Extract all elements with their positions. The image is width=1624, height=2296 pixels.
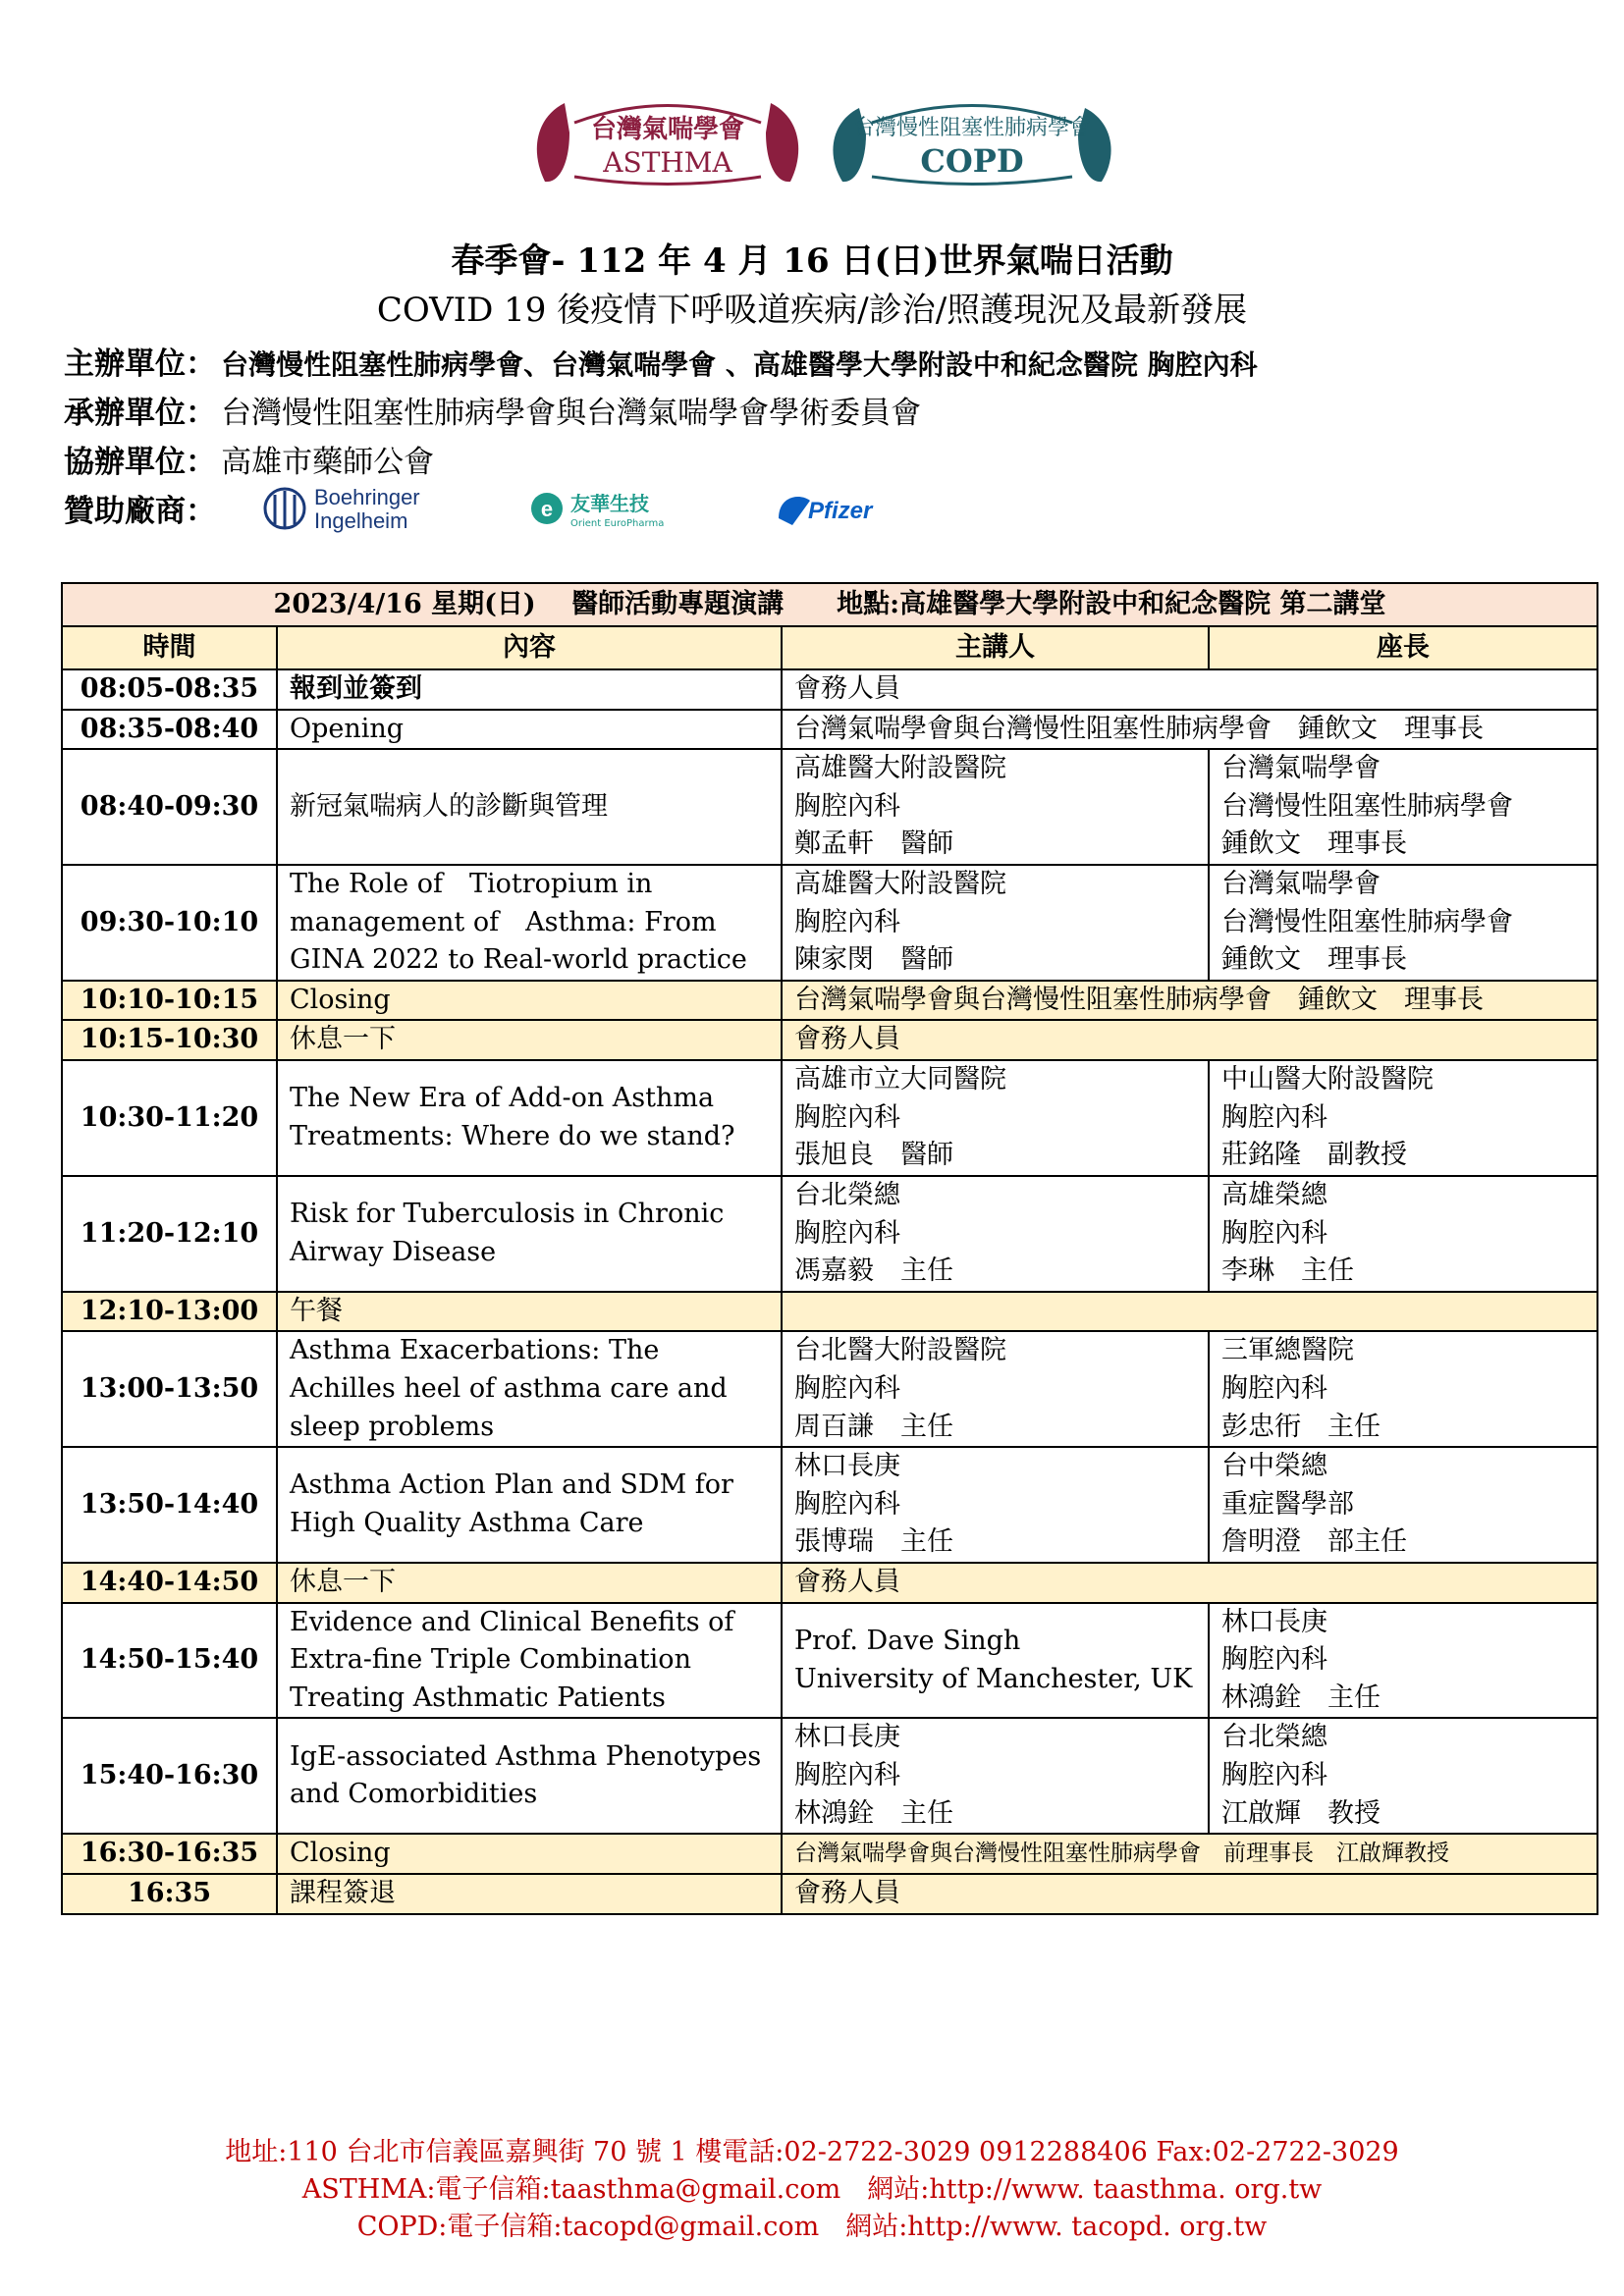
copd-logo-cn: 台灣慢性阻塞性肺病學會 — [852, 116, 1092, 140]
speaker-cell — [782, 1603, 1209, 1719]
speaker-chair-cell: 會務人員 — [782, 669, 1597, 710]
content-cell: 休息一下 — [277, 1563, 782, 1603]
speaker-cell — [782, 1060, 1209, 1176]
time-cell: 14:40-14:50 — [62, 1563, 277, 1603]
chair-line: 台灣氣喘學會 — [1221, 753, 1380, 784]
chair-line: 胸腔內科 — [1221, 1217, 1327, 1249]
speaker-line: 胸腔內科 — [794, 906, 900, 937]
time-cell: 10:10-10:15 — [62, 981, 277, 1021]
speaker-line: 陳家閔 醫師 — [794, 944, 953, 976]
chair-cell — [1209, 1603, 1597, 1719]
chair-line: 江啟輝 教授 — [1221, 1797, 1380, 1829]
pfizer-logo — [771, 481, 889, 535]
time-cell: 16:30-16:35 — [62, 1834, 277, 1874]
chair-line: 鍾飲文 理事長 — [1221, 828, 1407, 860]
table-row — [62, 1020, 1597, 1060]
chair-line: 三軍總醫院 — [1221, 1335, 1354, 1366]
content-cell: 午餐 — [277, 1292, 782, 1332]
header-content: 內容 — [277, 626, 782, 669]
speaker-line: 林口長庚 — [794, 1722, 900, 1753]
chair-cell — [1209, 1447, 1597, 1563]
content-cell: 休息一下 — [277, 1020, 782, 1060]
chair-line: 台灣慢性阻塞性肺病學會 — [1221, 790, 1513, 822]
ingelheim-text: Ingelheim — [314, 508, 408, 533]
speaker-line: 台北醫大附設醫院 — [794, 1335, 1006, 1366]
footer-asthma-contact: ASTHMA:電子信箱:taasthma@gmail.com 網站:http://www. taasthma. org.tw — [301, 2174, 1323, 2205]
logo-area — [0, 93, 1624, 191]
speaker-cell — [782, 1331, 1209, 1447]
organizer-value: 台灣慢性阻塞性肺病學會、台灣氣喘學會 、高雄醫學大學附設中和紀念醫院 胸腔內科 — [221, 348, 1258, 381]
organizer-row-assistant — [64, 437, 434, 481]
table-row — [62, 1718, 1597, 1834]
footer-copd-contact: COPD:電子信箱:tacopd@gmail.com 網站:http://www. tacopd. org.tw — [356, 2212, 1268, 2242]
event-title: 春季會- 112 年 4 月 16 日(日)世界氣喘日活動 — [451, 241, 1173, 281]
speaker-chair-cell: 會務人員 — [782, 1020, 1597, 1060]
time-cell: 13:00-13:50 — [62, 1331, 277, 1447]
schedule-table — [61, 582, 1598, 1915]
asthma-logo-cn: 台灣氣喘學會 — [590, 115, 745, 144]
organizer-row-coorganizer — [64, 388, 921, 432]
time-cell: 11:20-12:10 — [62, 1176, 277, 1292]
chair-line: 高雄榮總 — [1221, 1179, 1327, 1210]
chair-line: 李琳 主任 — [1221, 1255, 1354, 1287]
chair-line: 胸腔內科 — [1221, 1101, 1327, 1133]
organizer-label: 主辦單位： — [64, 347, 216, 382]
time-cell: 15:40-16:30 — [62, 1718, 277, 1834]
header-chair: 座長 — [1209, 626, 1597, 669]
chair-line: 台北榮總 — [1221, 1722, 1327, 1753]
organizer-value: 台灣慢性阻塞性肺病學會與台灣氣喘學會學術委員會 — [221, 396, 922, 431]
chair-line: 林口長庚 — [1221, 1606, 1327, 1637]
table-row — [62, 981, 1597, 1021]
boehringer-ingelheim-logo — [257, 481, 473, 535]
speaker-line: 高雄市立大同醫院 — [794, 1064, 1006, 1095]
content-cell: 課程簽退 — [277, 1874, 782, 1914]
chair-cell — [1209, 865, 1597, 981]
speaker-line: Prof. Dave Singh — [794, 1625, 1021, 1656]
speaker-line: 胸腔內科 — [794, 1217, 900, 1249]
content-cell: Closing — [277, 1834, 782, 1874]
table-row — [62, 865, 1597, 981]
content-cell: Closing — [277, 981, 782, 1021]
organizer-label: 贊助廠商： — [64, 494, 216, 529]
speaker-line: 林口長庚 — [794, 1451, 900, 1482]
speaker-line: 胸腔內科 — [794, 1488, 900, 1520]
table-banner: 2023/4/16 星期(日) 醫師活動專題演講 地點:高雄醫學大學附設中和紀念醫院 第二講堂 — [62, 583, 1597, 626]
speaker-line: 張博瑞 主任 — [794, 1526, 953, 1558]
table-row — [62, 749, 1597, 865]
speaker-cell — [782, 865, 1209, 981]
table-row — [62, 1331, 1597, 1447]
table-row — [62, 1834, 1597, 1874]
speaker-line: 高雄醫大附設醫院 — [794, 753, 1006, 784]
footer-address: 地址:110 台北市信義區嘉興街 70 號 1 樓電話:02-2722-3029 0912288406 Fax:02-2722-3029 — [225, 2137, 1399, 2167]
chair-cell — [1209, 1718, 1597, 1834]
time-cell: 10:15-10:30 — [62, 1020, 277, 1060]
speaker-cell — [782, 1447, 1209, 1563]
speaker-line: 胸腔內科 — [794, 790, 900, 822]
time-cell: 08:40-09:30 — [62, 749, 277, 865]
content-cell: Asthma Action Plan and SDM for High Quality Asthma Care — [277, 1447, 782, 1563]
chair-line: 台中榮總 — [1221, 1451, 1327, 1482]
table-row — [62, 1874, 1597, 1914]
speaker-cell — [782, 1718, 1209, 1834]
chair-line: 胸腔內科 — [1221, 1760, 1327, 1791]
table-row — [62, 1060, 1597, 1176]
speaker-chair-cell — [782, 1292, 1597, 1332]
time-cell: 12:10-13:00 — [62, 1292, 277, 1332]
chair-line: 林鴻銓 主任 — [1221, 1682, 1380, 1713]
speaker-chair-cell: 台灣氣喘學會與台灣慢性阻塞性肺病學會 前理事長 江啟輝教授 — [782, 1834, 1597, 1874]
content-cell: 報到並簽到 — [277, 669, 782, 710]
speaker-line: 胸腔內科 — [794, 1101, 900, 1133]
table-row — [62, 1176, 1597, 1292]
speaker-cell — [782, 1176, 1209, 1292]
content-cell: The Role of Tiotropium in management of Asthma: From GINA 2022 to Real-world practice — [277, 865, 782, 981]
speaker-chair-cell: 台灣氣喘學會與台灣慢性阻塞性肺病學會 鍾飲文 理事長 — [782, 981, 1597, 1021]
table-row — [62, 669, 1597, 710]
organizer-value: 高雄市藥師公會 — [221, 445, 435, 480]
copd-society-logo — [825, 93, 1119, 191]
copd-logo-en: COPD — [920, 142, 1024, 180]
chair-line: 胸腔內科 — [1221, 1372, 1327, 1404]
chair-cell — [1209, 1176, 1597, 1292]
content-cell: The New Era of Add-on Asthma Treatments: Where do we stand? — [277, 1060, 782, 1176]
speaker-cell — [782, 749, 1209, 865]
chair-line: 台灣氣喘學會 — [1221, 869, 1380, 900]
speaker-chair-cell: 台灣氣喘學會與台灣慢性阻塞性肺病學會 鍾飲文 理事長 — [782, 710, 1597, 750]
chair-line: 台灣慢性阻塞性肺病學會 — [1221, 906, 1513, 937]
organizer-label: 承辦單位： — [64, 396, 216, 431]
chair-line: 彭忠衎 主任 — [1221, 1411, 1380, 1442]
time-cell: 13:50-14:40 — [62, 1447, 277, 1563]
time-cell: 08:05-08:35 — [62, 669, 277, 710]
header-time: 時間 — [62, 626, 277, 669]
speaker-line: 胸腔內科 — [794, 1372, 900, 1404]
chair-cell — [1209, 1331, 1597, 1447]
speaker-line: 周百謙 主任 — [794, 1411, 953, 1442]
asthma-society-logo — [525, 93, 810, 191]
chair-line: 重症醫學部 — [1221, 1488, 1354, 1520]
chair-line: 鍾飲文 理事長 — [1221, 944, 1407, 976]
speaker-line: 張旭良 醫師 — [794, 1140, 953, 1171]
table-header-row — [62, 626, 1597, 669]
chair-line: 詹明澄 部主任 — [1221, 1526, 1407, 1558]
pfizer-text: Pfizer — [808, 498, 873, 524]
speaker-line: 台北榮總 — [794, 1179, 900, 1210]
header-speaker: 主講人 — [782, 626, 1209, 669]
speaker-line: 鄭孟軒 醫師 — [794, 828, 953, 860]
speaker-line: 胸腔內科 — [794, 1760, 900, 1791]
orient-europharma-logo — [525, 481, 692, 535]
content-cell: Risk for Tuberculosis in Chronic Airway Disease — [277, 1176, 782, 1292]
time-cell: 08:35-08:40 — [62, 710, 277, 750]
orient-en-text: Orient EuroPharma — [570, 518, 665, 529]
time-cell: 10:30-11:20 — [62, 1060, 277, 1176]
asthma-logo-en: ASTHMA — [603, 146, 732, 179]
boehringer-text: Boehringer — [314, 485, 420, 509]
content-cell: Opening — [277, 710, 782, 750]
time-cell: 09:30-10:10 — [62, 865, 277, 981]
speaker-line: 馮嘉毅 主任 — [794, 1255, 953, 1287]
speaker-line: 高雄醫大附設醫院 — [794, 869, 1006, 900]
time-cell: 14:50-15:40 — [62, 1603, 277, 1719]
speaker-chair-cell: 會務人員 — [782, 1563, 1597, 1603]
organizer-label: 協辦單位： — [64, 445, 216, 480]
chair-line: 胸腔內科 — [1221, 1644, 1327, 1676]
content-cell: 新冠氣喘病人的診斷與管理 — [277, 749, 782, 865]
table-row — [62, 1292, 1597, 1332]
time-cell: 16:35 — [62, 1874, 277, 1914]
organizer-row-sponsor — [64, 486, 216, 530]
table-row — [62, 1603, 1597, 1719]
speaker-chair-cell: 會務人員 — [782, 1874, 1597, 1914]
content-cell: Evidence and Clinical Benefits of Extra-fine Triple Combination Treating Asthmatic Patients — [277, 1603, 782, 1719]
chair-cell — [1209, 749, 1597, 865]
table-banner-row — [62, 583, 1597, 626]
orient-cn-text: 友華生技 — [570, 492, 649, 515]
content-cell: Asthma Exacerbations: The Achilles heel of asthma care and sleep problems — [277, 1331, 782, 1447]
event-subtitle: COVID 19 後疫情下呼吸道疾病/診治/照護現況及最新發展 — [376, 291, 1248, 330]
speaker-line: University of Manchester, UK — [794, 1663, 1193, 1694]
content-cell: IgE-associated Asthma Phenotypes and Comorbidities — [277, 1718, 782, 1834]
table-row — [62, 710, 1597, 750]
chair-cell — [1209, 1060, 1597, 1176]
chair-line: 中山醫大附設醫院 — [1221, 1064, 1434, 1095]
svg-text:e: e — [540, 497, 554, 521]
organizer-row-host — [64, 339, 1258, 383]
speaker-line: 林鴻銓 主任 — [794, 1797, 953, 1829]
table-row — [62, 1563, 1597, 1603]
table-row — [62, 1447, 1597, 1563]
chair-line: 莊銘隆 副教授 — [1221, 1140, 1407, 1171]
